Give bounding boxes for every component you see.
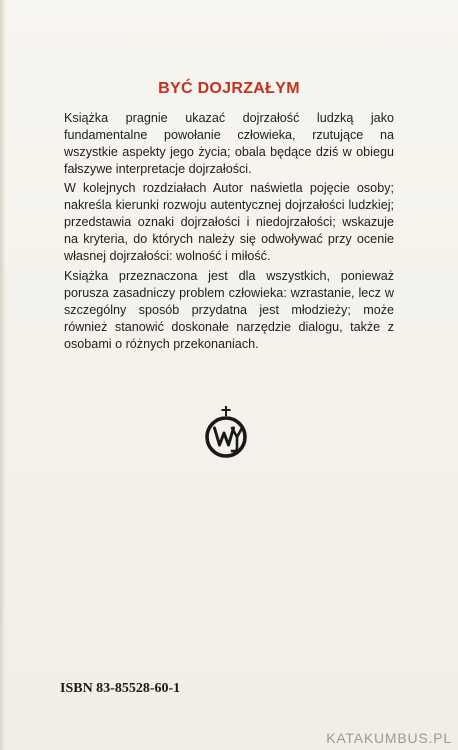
watermark: KATAKUMBUS.PL xyxy=(326,730,452,746)
description-paragraph-2: W kolejnych rozdziałach Autor naświetla pojęcie osoby; nakreśla kierunki rozwoju autentycznej dojrzałości ludzkiej; przedstawia oznaki dojrzałości i niedojrzałości; wskazuje na kryteria, do których należy się odwoływać przy ocenie własnej dojrzałości: wolność i miłość. xyxy=(64,181,394,263)
description-paragraph-3: Książka przeznaczona jest dla wszystkich, ponieważ porusza zasadniczy problem człowieka: wzrastanie, lecz w szczególny sposób przydatna jest młodzieży; może również stanowić doskonałe narzędzie dialogu, także z osobami o różnych przekonaniach. xyxy=(64,269,394,351)
book-title: BYĆ DOJRZAŁYM xyxy=(158,80,300,97)
spine-edge xyxy=(0,0,5,750)
isbn-number: ISBN 83-85528-60-1 xyxy=(60,681,181,696)
description-paragraph-1: Książka pragnie ukazać dojrzałość ludzką jako fundamentalne powołanie człowieka, rzutujące na wszystkie aspekty jego życia; obala będące dziś w obiegu fałszywe interpretacje dojrzałości. xyxy=(64,111,394,176)
publisher-monogram-logo-icon xyxy=(200,404,252,460)
